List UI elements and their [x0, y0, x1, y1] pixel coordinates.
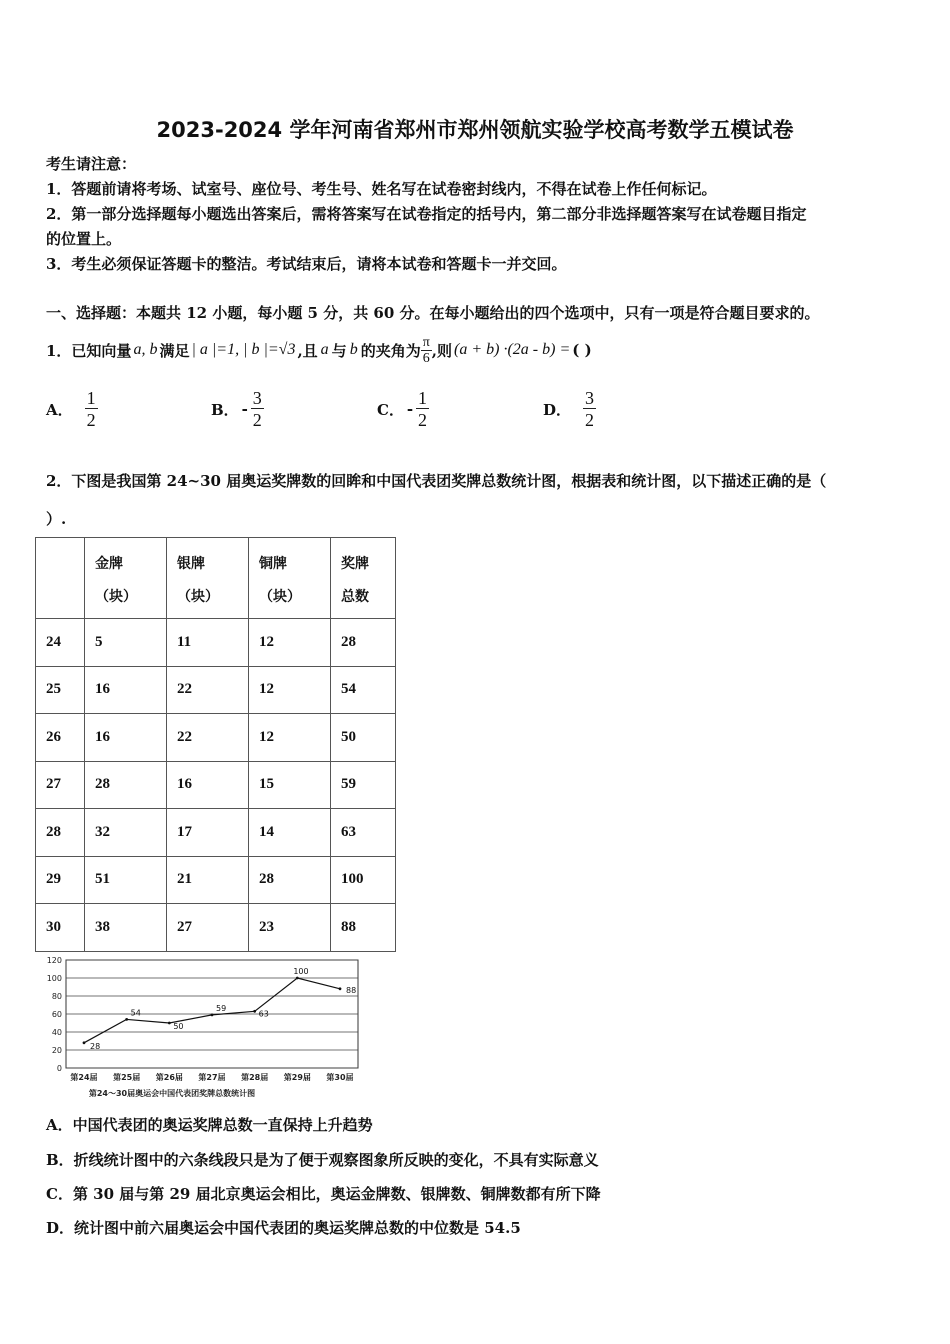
table-cell: 54	[331, 666, 396, 714]
table-cell: 28	[36, 809, 85, 857]
x-tick-label: 第24届	[70, 1073, 98, 1082]
fraction-denominator: 6	[422, 350, 430, 366]
table-cell: 63	[331, 809, 396, 857]
notice-heading: 考生请注意：	[46, 155, 137, 173]
option-label: D．	[543, 400, 572, 419]
table-cell: 21	[167, 856, 249, 904]
table-row	[36, 761, 396, 809]
table-cell: 50	[331, 714, 396, 762]
page-title: 2023-2024 学年河南省郑州市郑州领航实验学校高考数学五模试卷	[156, 118, 794, 142]
table-cell: 12	[249, 666, 331, 714]
section-heading: 一、选择题：本题共 12 小题，每小题 5 分，共 60 分。在每小题给出的四个选项中，只有一项是符合题目要求的。	[46, 304, 820, 322]
table-header-row	[36, 538, 396, 619]
q2-option-b[interactable]: B．折线统计图中的六条线段只是为了便于观察图象所反映的变化，不具有实际意义	[46, 1151, 599, 1169]
x-tick-label: 第26届	[155, 1073, 183, 1082]
q1-math-norms: | a |=1, | b |=√3	[191, 341, 296, 358]
q1-option-d[interactable]	[543, 385, 596, 433]
table-cell: 17	[167, 809, 249, 857]
data-point	[168, 1022, 171, 1025]
table-cell: 100	[331, 856, 396, 904]
table-cell: 25	[36, 666, 85, 714]
table-cell: 22	[167, 714, 249, 762]
q2-option-d[interactable]: D．统计图中前六届奥运会中国代表团的奥运奖牌总数的中位数是 54.5	[46, 1219, 521, 1237]
y-tick-label: 80	[51, 992, 62, 1001]
table-header-cell	[36, 538, 85, 619]
table-row	[36, 904, 396, 952]
q1-text: 的夹角为	[360, 341, 421, 360]
q1-option-a[interactable]	[46, 385, 98, 433]
data-point	[296, 977, 299, 980]
data-label: 59	[216, 1003, 227, 1013]
table-row	[36, 666, 396, 714]
table-header-cell: 金牌 （块）	[85, 538, 167, 619]
table-cell: 28	[331, 619, 396, 667]
q1-option-b[interactable]	[211, 385, 264, 433]
option-sign: -	[406, 400, 414, 418]
notice-item: 的位置上。	[46, 230, 122, 248]
table-header-cell: 奖牌 总数	[331, 538, 396, 619]
option-label: A．	[46, 400, 73, 419]
table-header-cell: 银牌 （块）	[167, 538, 249, 619]
data-point	[339, 987, 342, 990]
table-cell: 24	[36, 619, 85, 667]
table-cell: 23	[249, 904, 331, 952]
y-tick-label: 20	[51, 1046, 62, 1055]
table-cell: 16	[167, 761, 249, 809]
table-cell: 27	[36, 761, 85, 809]
option-fraction	[85, 388, 98, 431]
table-cell: 27	[167, 904, 249, 952]
x-tick-label: 第29届	[283, 1073, 311, 1082]
fraction-numerator: 3	[252, 387, 262, 408]
fraction-denominator: 2	[417, 409, 427, 430]
table-cell: 11	[167, 619, 249, 667]
fraction-numerator: 1	[417, 387, 427, 408]
option-fraction	[251, 388, 264, 431]
x-tick-label: 第27届	[198, 1073, 226, 1082]
answer-paren: ( )	[572, 341, 592, 359]
table-cell: 16	[85, 714, 167, 762]
x-tick-label: 第30届	[326, 1073, 354, 1082]
table-cell: 12	[249, 619, 331, 667]
chart-title: 第24～30届奥运会中国代表团奖牌总数统计图	[88, 1089, 256, 1098]
notice-item: 3．考生必须保证答题卡的整洁。考试结束后，请将本试卷和答题卡一并交回。	[46, 255, 567, 273]
question-2-stem-end: ）.	[46, 510, 67, 528]
medal-line-chart	[40, 955, 370, 1105]
y-tick-label: 60	[51, 1010, 62, 1019]
table-cell: 28	[249, 856, 331, 904]
q1-math-vectors: a, b	[133, 341, 158, 358]
q1-text: ,则	[431, 341, 453, 360]
table-cell: 12	[249, 714, 331, 762]
data-label: 100	[293, 967, 309, 976]
notice-item: 2．第一部分选择题每小题选出答案后，需将答案写在试卷指定的括号内，第二部分非选择题答案写在试卷题目指定	[46, 205, 807, 223]
fraction-denominator: 2	[252, 409, 262, 430]
table-cell: 15	[249, 761, 331, 809]
x-tick-label: 第28届	[241, 1073, 269, 1082]
q1-math-a: a	[320, 341, 329, 358]
option-fraction	[416, 388, 429, 431]
q2-option-c[interactable]: C．第 30 届与第 29 届北京奥运会相比，奥运金牌数、银牌数、铜牌数都有所下降	[46, 1185, 601, 1203]
data-label: 50	[173, 1022, 184, 1031]
data-point	[253, 1010, 256, 1013]
data-point	[83, 1041, 86, 1044]
table-row	[36, 714, 396, 762]
q2-option-a[interactable]: A．中国代表团的奥运奖牌总数一直保持上升趋势	[46, 1116, 373, 1134]
option-label: C．	[377, 400, 404, 419]
fraction-numerator: π	[422, 334, 430, 350]
series-line	[84, 978, 340, 1043]
table-cell: 29	[36, 856, 85, 904]
table-row	[36, 856, 396, 904]
y-tick-label: 0	[56, 1064, 62, 1073]
medal-table	[35, 537, 396, 952]
q1-text: 满足	[159, 341, 190, 360]
option-label: B．	[211, 400, 239, 419]
fraction-numerator: 1	[86, 387, 96, 408]
notice-item: 1．答题前请将考场、试室号、座位号、考生号、姓名写在试卷密封线内，不得在试卷上作任何标记。	[46, 180, 717, 198]
table-cell: 88	[331, 904, 396, 952]
data-label: 54	[130, 1008, 141, 1018]
option-sign: -	[241, 400, 248, 418]
table-header-cell: 铜牌 （块）	[249, 538, 331, 619]
table-cell: 16	[85, 666, 167, 714]
fraction-denominator: 2	[585, 409, 595, 430]
q1-text: ,且	[297, 341, 318, 360]
question-2-stem: 2．下图是我国第 24~30 届奥运奖牌数的回眸和中国代表团奖牌总数统计图，根据表和统计图，以下描述正确的是（	[46, 472, 827, 490]
question-1	[46, 330, 592, 370]
y-tick-label: 100	[46, 974, 62, 983]
data-point	[211, 1014, 214, 1017]
option-fraction	[583, 388, 596, 431]
table-cell: 38	[85, 904, 167, 952]
table-cell: 51	[85, 856, 167, 904]
x-tick-label: 第25届	[113, 1073, 141, 1082]
table-row	[36, 809, 396, 857]
y-tick-label: 40	[51, 1028, 62, 1037]
table-row	[36, 619, 396, 667]
data-label: 28	[90, 1041, 101, 1051]
table-cell: 28	[85, 761, 167, 809]
q1-option-c[interactable]	[377, 385, 429, 433]
q1-angle-fraction	[421, 335, 432, 366]
q1-math-b: b	[349, 341, 358, 358]
q1-math-expression: (a + b) ·(2a - b) =	[454, 341, 571, 358]
q1-text: 与	[331, 341, 347, 360]
table-cell: 5	[85, 619, 167, 667]
table-cell: 30	[36, 904, 85, 952]
table-cell: 26	[36, 714, 85, 762]
data-label: 88	[346, 985, 357, 995]
fraction-numerator: 3	[585, 387, 595, 408]
table-cell: 32	[85, 809, 167, 857]
y-tick-label: 120	[46, 956, 62, 965]
fraction-denominator: 2	[86, 409, 96, 430]
q1-text: 1．已知向量	[46, 341, 132, 360]
data-label: 63	[258, 1009, 269, 1019]
table-cell: 14	[249, 809, 331, 857]
table-cell: 59	[331, 761, 396, 809]
table-cell: 22	[167, 666, 249, 714]
data-point	[125, 1018, 128, 1021]
